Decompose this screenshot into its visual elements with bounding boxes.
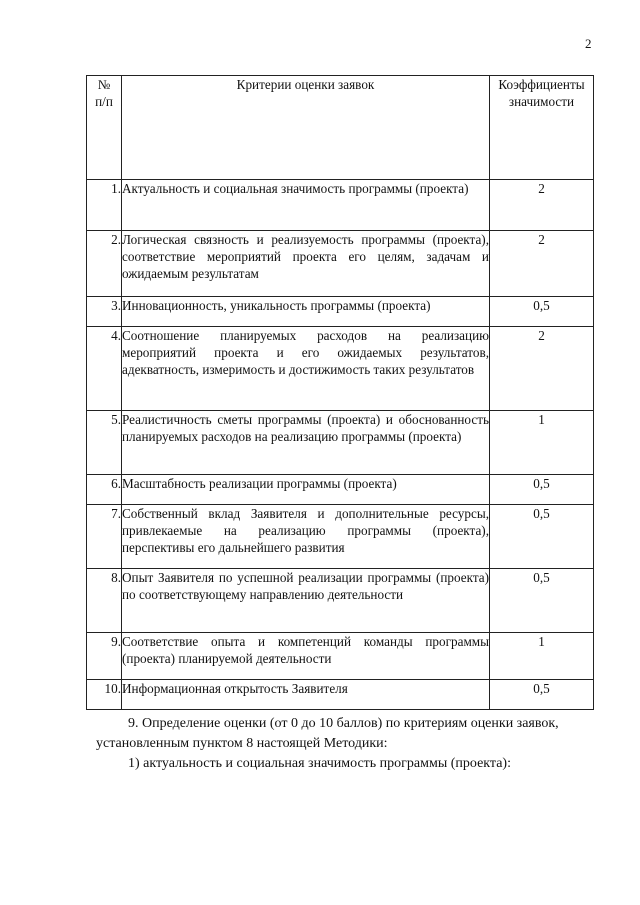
paragraph-subitem-1: 1) актуальность и социальная значимость программы (проекта): <box>128 756 511 771</box>
row-coefficient: 0,5 <box>490 475 594 505</box>
row-number: 1. <box>87 180 122 231</box>
row-number: 9. <box>87 633 122 680</box>
row-coefficient: 0,5 <box>490 569 594 633</box>
row-criterion: Реалистичность сметы программы (проекта) и обоснованность планируемых расходов на реализацию программы (проекта) <box>122 411 490 475</box>
paragraph-9-line1: 9. Определение оценки (от 0 до 10 баллов) по критериям оценки заявок, <box>128 716 559 731</box>
row-coefficient: 2 <box>490 180 594 231</box>
table-header-row <box>87 76 594 180</box>
table-row <box>87 569 594 633</box>
row-criterion: Собственный вклад Заявителя и дополнительные ресурсы, привлекаемые на реализацию программы (проекта), перспективы его дальнейшего развития <box>122 505 490 569</box>
table-row <box>87 180 594 231</box>
row-number: 3. <box>87 297 122 327</box>
row-coefficient: 0,5 <box>490 297 594 327</box>
row-coefficient: 1 <box>490 411 594 475</box>
row-number: 5. <box>87 411 122 475</box>
row-number: 8. <box>87 569 122 633</box>
row-criterion: Опыт Заявителя по успешной реализации программы (проекта) по соответствующему направлению деятельности <box>122 569 490 633</box>
row-coefficient: 1 <box>490 633 594 680</box>
row-criterion: Актуальность и социальная значимость программы (проекта) <box>122 180 490 231</box>
row-coefficient: 0,5 <box>490 680 594 710</box>
table-row <box>87 327 594 411</box>
row-number: 6. <box>87 475 122 505</box>
row-criterion: Соответствие опыта и компетенций команды программы (проекта) планируемой деятельности <box>122 633 490 680</box>
header-number-label: № п/п <box>95 77 113 109</box>
paragraph-9-line2: установленным пунктом 8 настоящей Методики: <box>96 736 388 751</box>
criteria-table <box>86 75 594 710</box>
row-criterion: Инновационность, уникальность программы (проекта) <box>122 297 490 327</box>
table-row <box>87 231 594 297</box>
row-criterion: Масштабность реализации программы (проекта) <box>122 475 490 505</box>
header-number <box>87 76 122 180</box>
header-coefficient: Коэффициенты значимости <box>490 76 594 180</box>
table-row <box>87 633 594 680</box>
row-coefficient: 0,5 <box>490 505 594 569</box>
row-number: 10. <box>87 680 122 710</box>
row-coefficient: 2 <box>490 327 594 411</box>
row-coefficient: 2 <box>490 231 594 297</box>
page-number: 2 <box>585 36 592 51</box>
header-criteria: Критерии оценки заявок <box>122 76 490 180</box>
row-number: 2. <box>87 231 122 297</box>
table-row <box>87 475 594 505</box>
table-row <box>87 411 594 475</box>
row-criterion: Логическая связность и реализуемость программы (проекта), соответствие мероприятий проекта его целям, задачам и ожидаемым результатам <box>122 231 490 297</box>
table-row <box>87 505 594 569</box>
row-criterion: Соотношение планируемых расходов на реализацию мероприятий проекта и его ожидаемых результатов, адекватность, измеримость и достижимость таких результатов <box>122 327 490 411</box>
row-criterion: Информационная открытость Заявителя <box>122 680 490 710</box>
row-number: 7. <box>87 505 122 569</box>
row-number: 4. <box>87 327 122 411</box>
table-row <box>87 680 594 710</box>
body-text <box>96 714 596 774</box>
table-row <box>87 297 594 327</box>
